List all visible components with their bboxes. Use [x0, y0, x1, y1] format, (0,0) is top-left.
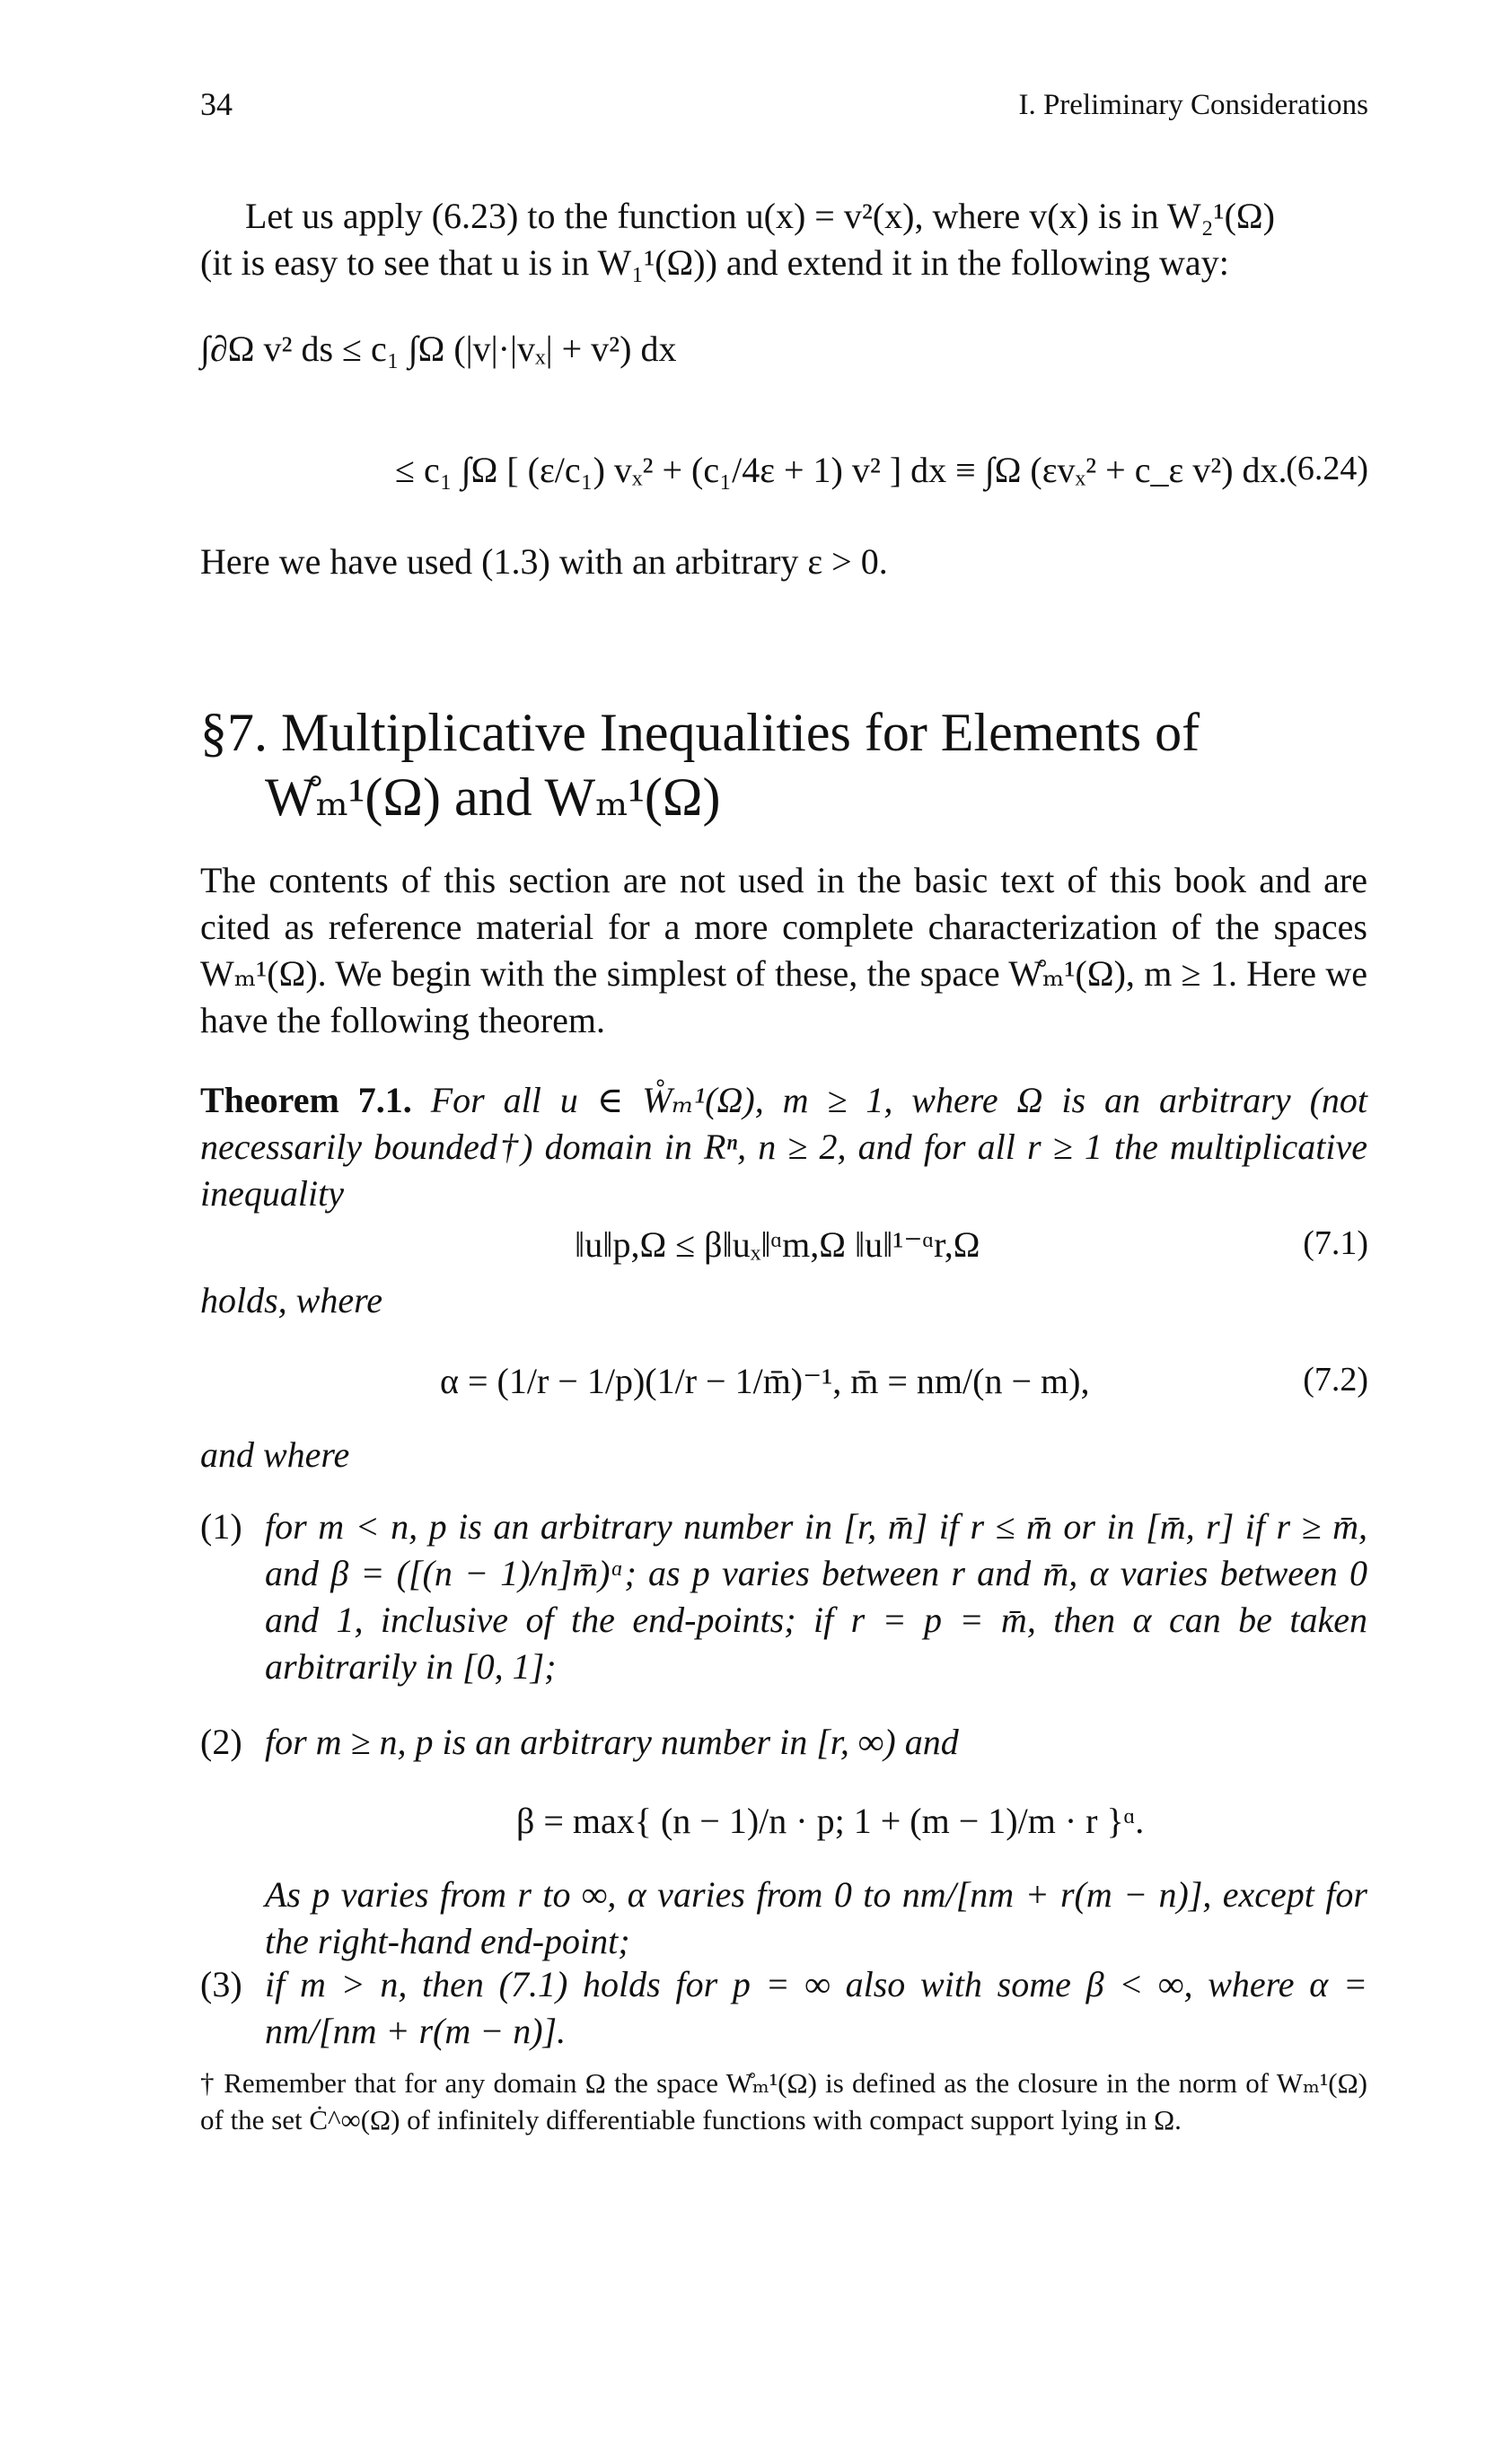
condition-text: for m < n, p is an arbitrary number in [r, m̄] if r ≤ m̄ or in [m̄, r] if r ≥ m̄, and β = ([(n − 1)/n]m̄)ᵅ; as p varies between r and m̄, α varies between 0 and 1, inclusive of the end-points; if r = p = m̄, then α can be taken arbitrarily in [0, 1]; — [265, 1506, 1367, 1687]
intro-line-1: Let us apply (6.23) to the function u(x) = v²(x), where v(x) is in W₂¹(Ω) — [245, 196, 1275, 236]
condition-text-continued: As p varies from r to ∞, α varies from 0 to nm/[nm + r(m − n)], except for the right-hand end-point; — [265, 1874, 1367, 1961]
and-where-text: and where — [200, 1434, 350, 1475]
running-head: I. Preliminary Considerations — [1018, 89, 1368, 121]
section-heading-line-1: §7. Multiplicative Inequalities for Elements of — [200, 703, 1200, 762]
condition-item-2 — [200, 1719, 1367, 1766]
equation-6-24-line-2: ≤ c₁ ∫Ω [ (ε/c₁) vₓ² + (c₁/4ε + 1) v² ] dx ≡ ∫Ω (εvₓ² + c_ε v²) dx. — [395, 450, 1288, 490]
theorem-text: For all u ∈ W̊ₘ¹(Ω), m ≥ 1, where Ω is an arbitrary (not necessarily bounded†) domain in Rⁿ, n ≥ 2, and for all r ≥ 1 the multiplicative inequality — [200, 1080, 1368, 1214]
section-intro-paragraph: The contents of this section are not used in the basic text of this book and are cited as reference material for a more complete characterization of the spaces Wₘ¹(Ω). We begin with the simplest of these, the space W̊ₘ¹(Ω), m ≥ 1. Here we have the following theorem. — [200, 860, 1367, 1040]
equation-6-24-line-1: ∫∂Ω v² ds ≤ c₁ ∫Ω (|v|·|vₓ| + v²) dx — [200, 329, 677, 369]
equation-number-7-1: (7.1) — [1303, 1224, 1368, 1262]
equation-number-7-2: (7.2) — [1303, 1361, 1368, 1399]
section-heading-line-2: W̊ₘ¹(Ω) and Wₘ¹(Ω) — [265, 767, 721, 827]
after-equation-text: Here we have used (1.3) with an arbitrary ε > 0. — [200, 541, 888, 582]
condition-number: (2) — [200, 1722, 242, 1762]
intro-paragraph — [200, 193, 1367, 286]
condition-item-3 — [200, 1961, 1367, 2055]
equation-7-1: ‖u‖p,Ω ≤ β‖uₓ‖ᵅm,Ω ‖u‖¹⁻ᵅr,Ω — [575, 1224, 980, 1265]
theorem-statement — [200, 1077, 1367, 1217]
section-heading — [200, 700, 1367, 829]
equation-7-2: α = (1/r − 1/p)(1/r − 1/m̄)⁻¹, m̄ = nm/(n − m), — [440, 1361, 1090, 1401]
theorem-label: Theorem 7.1. — [200, 1080, 412, 1120]
condition-item-2-continued — [200, 1872, 1367, 1965]
condition-text: if m > n, then (7.1) holds for p = ∞ also with some β < ∞, where α = nm/[nm + r(m − n)]. — [265, 1964, 1367, 2051]
condition-number: (3) — [200, 1964, 242, 2004]
condition-item-1 — [200, 1504, 1367, 1690]
footnote: † Remember that for any domain Ω the space W̊ₘ¹(Ω) is defined as the closure in the norm of Wₘ¹(Ω) of the set Ċ^∞(Ω) of infinitely differentiable functions with compact support lying in Ω. — [200, 2067, 1367, 2135]
condition-number: (1) — [200, 1506, 242, 1547]
page-header — [200, 85, 1368, 139]
equation-number-6-24: (6.24) — [1286, 450, 1368, 487]
beta-equation: β = max{ (n − 1)/n · p; 1 + (m − 1)/m · r }ᵅ. — [516, 1801, 1145, 1841]
page-number: 34 — [200, 86, 233, 122]
condition-text: for m ≥ n, p is an arbitrary number in [r, ∞) and — [265, 1722, 959, 1762]
holds-where-text: holds, where — [200, 1280, 382, 1320]
intro-line-2: (it is easy to see that u is in W₁¹(Ω)) and extend it in the following way: — [200, 242, 1229, 283]
